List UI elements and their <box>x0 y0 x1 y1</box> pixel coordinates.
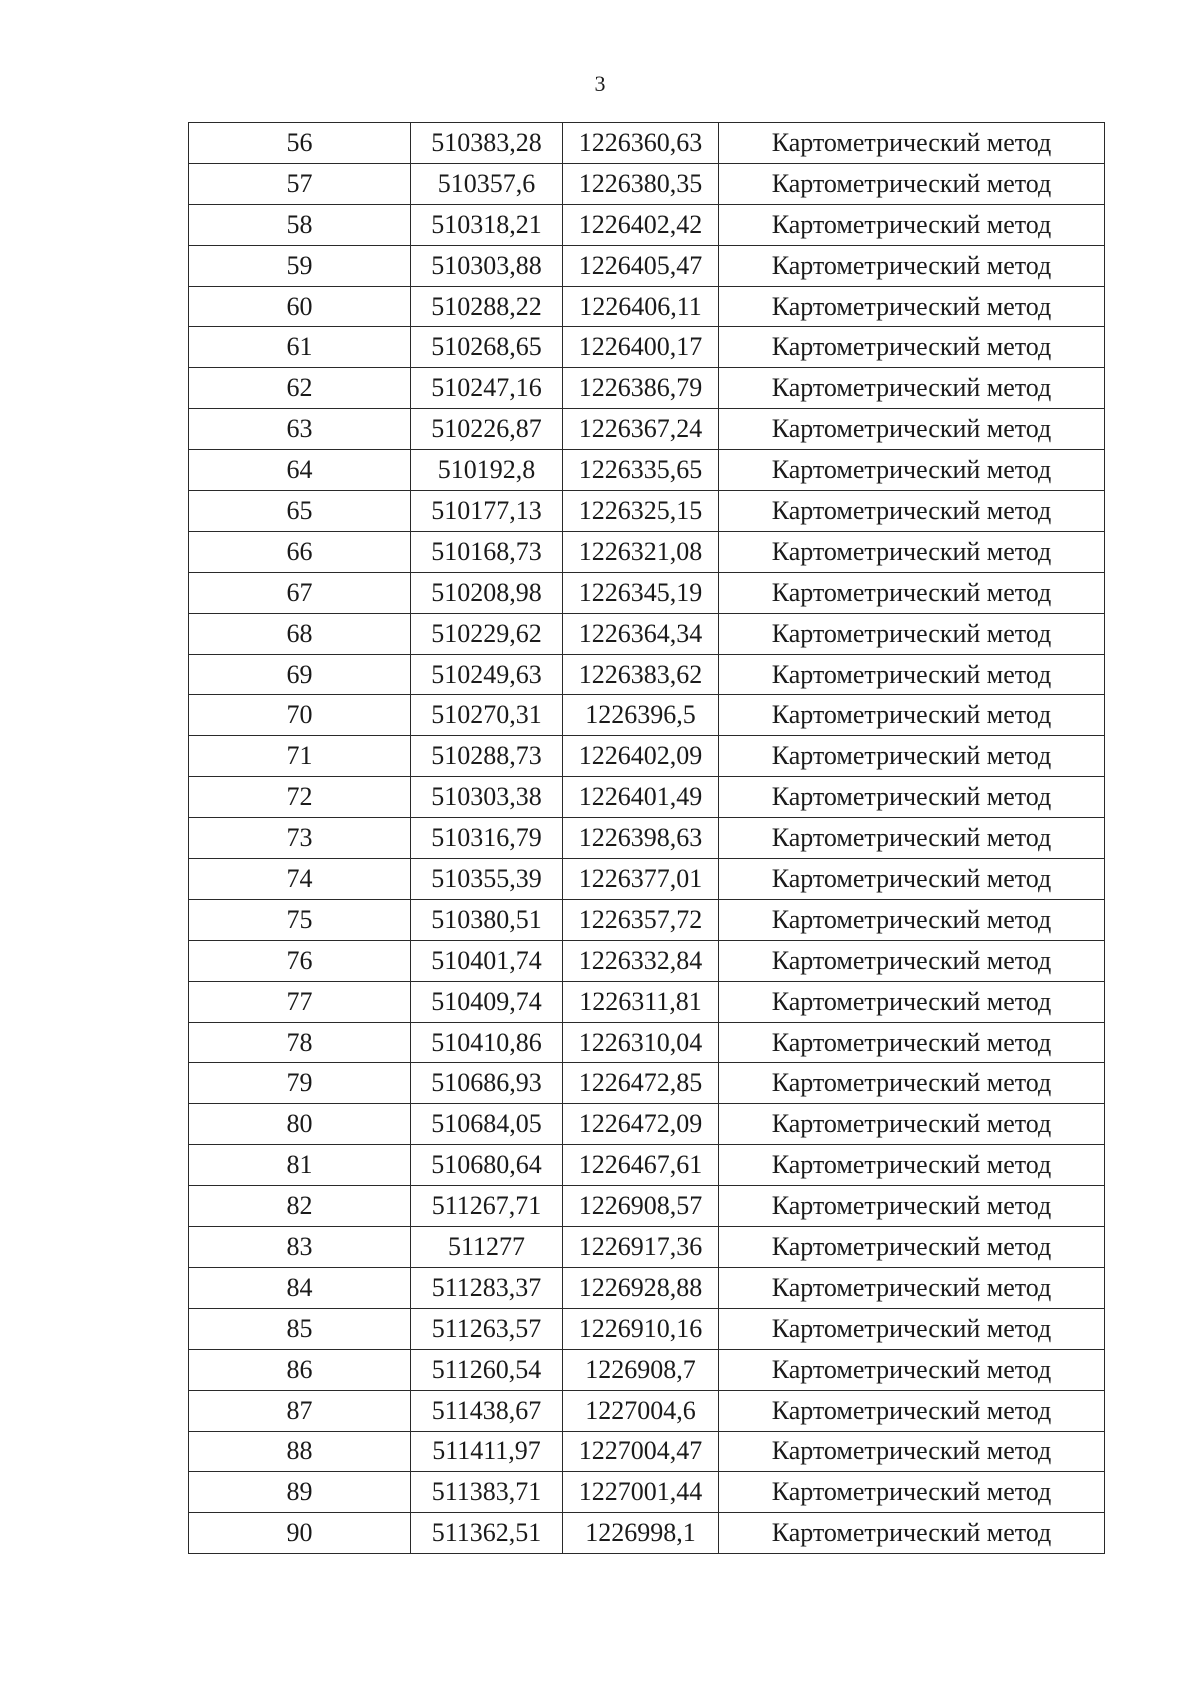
table-row <box>189 695 1105 736</box>
x-coordinate-cell: 510410,86 <box>411 1022 563 1063</box>
table-row <box>189 1145 1105 1186</box>
x-coordinate-cell: 511362,51 <box>411 1513 563 1554</box>
method-cell: Картометрический метод <box>719 286 1105 327</box>
point-number-cell: 68 <box>189 613 411 654</box>
table-row <box>189 1227 1105 1268</box>
method-cell: Картометрический метод <box>719 327 1105 368</box>
point-number-cell: 58 <box>189 204 411 245</box>
point-number-cell: 90 <box>189 1513 411 1554</box>
point-number-cell: 57 <box>189 163 411 204</box>
method-cell: Картометрический метод <box>719 163 1105 204</box>
table-row <box>189 1186 1105 1227</box>
x-coordinate-cell: 511411,97 <box>411 1431 563 1472</box>
table-row <box>189 245 1105 286</box>
point-number-cell: 66 <box>189 531 411 572</box>
method-cell: Картометрический метод <box>719 123 1105 164</box>
x-coordinate-cell: 511277 <box>411 1227 563 1268</box>
method-cell: Картометрический метод <box>719 859 1105 900</box>
x-coordinate-cell: 510680,64 <box>411 1145 563 1186</box>
y-coordinate-cell: 1226928,88 <box>563 1267 719 1308</box>
y-coordinate-cell: 1226910,16 <box>563 1308 719 1349</box>
y-coordinate-cell: 1226400,17 <box>563 327 719 368</box>
method-cell: Картометрический метод <box>719 1186 1105 1227</box>
method-cell: Картометрический метод <box>719 245 1105 286</box>
method-cell: Картометрический метод <box>719 450 1105 491</box>
y-coordinate-cell: 1226380,35 <box>563 163 719 204</box>
table-row <box>189 450 1105 491</box>
y-coordinate-cell: 1226405,47 <box>563 245 719 286</box>
method-cell: Картометрический метод <box>719 491 1105 532</box>
method-cell: Картометрический метод <box>719 818 1105 859</box>
y-coordinate-cell: 1226383,62 <box>563 654 719 695</box>
point-number-cell: 62 <box>189 368 411 409</box>
table-row <box>189 1308 1105 1349</box>
x-coordinate-cell: 510247,16 <box>411 368 563 409</box>
x-coordinate-cell: 510686,93 <box>411 1063 563 1104</box>
method-cell: Картометрический метод <box>719 1267 1105 1308</box>
x-coordinate-cell: 511260,54 <box>411 1349 563 1390</box>
x-coordinate-cell: 511283,37 <box>411 1267 563 1308</box>
y-coordinate-cell: 1226401,49 <box>563 777 719 818</box>
point-number-cell: 88 <box>189 1431 411 1472</box>
method-cell: Картометрический метод <box>719 572 1105 613</box>
point-number-cell: 67 <box>189 572 411 613</box>
point-number-cell: 74 <box>189 859 411 900</box>
y-coordinate-cell: 1226467,61 <box>563 1145 719 1186</box>
table-row <box>189 123 1105 164</box>
x-coordinate-cell: 510249,63 <box>411 654 563 695</box>
method-cell: Картометрический метод <box>719 1513 1105 1554</box>
table-row <box>189 899 1105 940</box>
point-number-cell: 56 <box>189 123 411 164</box>
x-coordinate-cell: 510684,05 <box>411 1104 563 1145</box>
table-row <box>189 818 1105 859</box>
y-coordinate-cell: 1226908,7 <box>563 1349 719 1390</box>
table-row <box>189 613 1105 654</box>
x-coordinate-cell: 510208,98 <box>411 572 563 613</box>
point-number-cell: 76 <box>189 940 411 981</box>
x-coordinate-cell: 510383,28 <box>411 123 563 164</box>
y-coordinate-cell: 1226402,09 <box>563 736 719 777</box>
point-number-cell: 75 <box>189 899 411 940</box>
y-coordinate-cell: 1226396,5 <box>563 695 719 736</box>
method-cell: Картометрический метод <box>719 1472 1105 1513</box>
method-cell: Картометрический метод <box>719 1145 1105 1186</box>
point-number-cell: 89 <box>189 1472 411 1513</box>
y-coordinate-cell: 1226917,36 <box>563 1227 719 1268</box>
y-coordinate-cell: 1226472,09 <box>563 1104 719 1145</box>
x-coordinate-cell: 510303,88 <box>411 245 563 286</box>
point-number-cell: 84 <box>189 1267 411 1308</box>
method-cell: Картометрический метод <box>719 899 1105 940</box>
x-coordinate-cell: 510288,22 <box>411 286 563 327</box>
method-cell: Картометрический метод <box>719 654 1105 695</box>
point-number-cell: 69 <box>189 654 411 695</box>
x-coordinate-cell: 510357,6 <box>411 163 563 204</box>
method-cell: Картометрический метод <box>719 1308 1105 1349</box>
table-row <box>189 491 1105 532</box>
point-number-cell: 77 <box>189 981 411 1022</box>
table-row <box>189 531 1105 572</box>
method-cell: Картометрический метод <box>719 736 1105 777</box>
table-row <box>189 1349 1105 1390</box>
x-coordinate-cell: 510270,31 <box>411 695 563 736</box>
table-row <box>189 654 1105 695</box>
method-cell: Картометрический метод <box>719 1431 1105 1472</box>
x-coordinate-cell: 510303,38 <box>411 777 563 818</box>
method-cell: Картометрический метод <box>719 1390 1105 1431</box>
x-coordinate-cell: 511267,71 <box>411 1186 563 1227</box>
y-coordinate-cell: 1226311,81 <box>563 981 719 1022</box>
point-number-cell: 82 <box>189 1186 411 1227</box>
method-cell: Картометрический метод <box>719 368 1105 409</box>
point-number-cell: 87 <box>189 1390 411 1431</box>
y-coordinate-cell: 1226321,08 <box>563 531 719 572</box>
x-coordinate-cell: 510316,79 <box>411 818 563 859</box>
x-coordinate-cell: 510226,87 <box>411 409 563 450</box>
x-coordinate-cell: 510318,21 <box>411 204 563 245</box>
y-coordinate-cell: 1227001,44 <box>563 1472 719 1513</box>
table-row <box>189 572 1105 613</box>
table-row <box>189 368 1105 409</box>
x-coordinate-cell: 510268,65 <box>411 327 563 368</box>
method-cell: Картометрический метод <box>719 981 1105 1022</box>
x-coordinate-cell: 510177,13 <box>411 491 563 532</box>
y-coordinate-cell: 1226998,1 <box>563 1513 719 1554</box>
point-number-cell: 65 <box>189 491 411 532</box>
page-number: 3 <box>594 71 606 96</box>
y-coordinate-cell: 1226908,57 <box>563 1186 719 1227</box>
table-row <box>189 1390 1105 1431</box>
point-number-cell: 79 <box>189 1063 411 1104</box>
table-row <box>189 1431 1105 1472</box>
table-row <box>189 204 1105 245</box>
x-coordinate-cell: 511263,57 <box>411 1308 563 1349</box>
method-cell: Картометрический метод <box>719 940 1105 981</box>
x-coordinate-cell: 511383,71 <box>411 1472 563 1513</box>
y-coordinate-cell: 1227004,6 <box>563 1390 719 1431</box>
point-number-cell: 70 <box>189 695 411 736</box>
y-coordinate-cell: 1226310,04 <box>563 1022 719 1063</box>
method-cell: Картометрический метод <box>719 204 1105 245</box>
x-coordinate-cell: 510168,73 <box>411 531 563 572</box>
x-coordinate-cell: 510409,74 <box>411 981 563 1022</box>
y-coordinate-cell: 1226345,19 <box>563 572 719 613</box>
method-cell: Картометрический метод <box>719 1104 1105 1145</box>
y-coordinate-cell: 1226357,72 <box>563 899 719 940</box>
table-row <box>189 1104 1105 1145</box>
table-row <box>189 327 1105 368</box>
table-row <box>189 859 1105 900</box>
table-row <box>189 940 1105 981</box>
y-coordinate-cell: 1227004,47 <box>563 1431 719 1472</box>
y-coordinate-cell: 1226472,85 <box>563 1063 719 1104</box>
y-coordinate-cell: 1226335,65 <box>563 450 719 491</box>
point-number-cell: 59 <box>189 245 411 286</box>
point-number-cell: 71 <box>189 736 411 777</box>
method-cell: Картометрический метод <box>719 531 1105 572</box>
point-number-cell: 80 <box>189 1104 411 1145</box>
y-coordinate-cell: 1226406,11 <box>563 286 719 327</box>
table-row <box>189 1063 1105 1104</box>
y-coordinate-cell: 1226398,63 <box>563 818 719 859</box>
method-cell: Картометрический метод <box>719 409 1105 450</box>
y-coordinate-cell: 1226367,24 <box>563 409 719 450</box>
method-cell: Картометрический метод <box>719 613 1105 654</box>
point-number-cell: 61 <box>189 327 411 368</box>
point-number-cell: 78 <box>189 1022 411 1063</box>
table-row <box>189 409 1105 450</box>
method-cell: Картометрический метод <box>719 695 1105 736</box>
y-coordinate-cell: 1226360,63 <box>563 123 719 164</box>
x-coordinate-cell: 510380,51 <box>411 899 563 940</box>
x-coordinate-cell: 510192,8 <box>411 450 563 491</box>
point-number-cell: 86 <box>189 1349 411 1390</box>
method-cell: Картометрический метод <box>719 1349 1105 1390</box>
method-cell: Картометрический метод <box>719 1063 1105 1104</box>
method-cell: Картометрический метод <box>719 1227 1105 1268</box>
table-row <box>189 1022 1105 1063</box>
y-coordinate-cell: 1226402,42 <box>563 204 719 245</box>
y-coordinate-cell: 1226332,84 <box>563 940 719 981</box>
y-coordinate-cell: 1226377,01 <box>563 859 719 900</box>
y-coordinate-cell: 1226386,79 <box>563 368 719 409</box>
method-cell: Картометрический метод <box>719 777 1105 818</box>
x-coordinate-cell: 510355,39 <box>411 859 563 900</box>
y-coordinate-cell: 1226325,15 <box>563 491 719 532</box>
point-number-cell: 63 <box>189 409 411 450</box>
table-row <box>189 1513 1105 1554</box>
point-number-cell: 85 <box>189 1308 411 1349</box>
x-coordinate-cell: 510229,62 <box>411 613 563 654</box>
point-number-cell: 72 <box>189 777 411 818</box>
point-number-cell: 81 <box>189 1145 411 1186</box>
point-number-cell: 73 <box>189 818 411 859</box>
x-coordinate-cell: 510288,73 <box>411 736 563 777</box>
table-row <box>189 1472 1105 1513</box>
table-row <box>189 286 1105 327</box>
coordinates-table <box>188 122 1105 1554</box>
point-number-cell: 83 <box>189 1227 411 1268</box>
point-number-cell: 64 <box>189 450 411 491</box>
x-coordinate-cell: 510401,74 <box>411 940 563 981</box>
point-number-cell: 60 <box>189 286 411 327</box>
table-row <box>189 777 1105 818</box>
y-coordinate-cell: 1226364,34 <box>563 613 719 654</box>
method-cell: Картометрический метод <box>719 1022 1105 1063</box>
table-row <box>189 736 1105 777</box>
table-row <box>189 163 1105 204</box>
x-coordinate-cell: 511438,67 <box>411 1390 563 1431</box>
coordinates-table-body <box>189 123 1105 1554</box>
table-row <box>189 981 1105 1022</box>
table-row <box>189 1267 1105 1308</box>
